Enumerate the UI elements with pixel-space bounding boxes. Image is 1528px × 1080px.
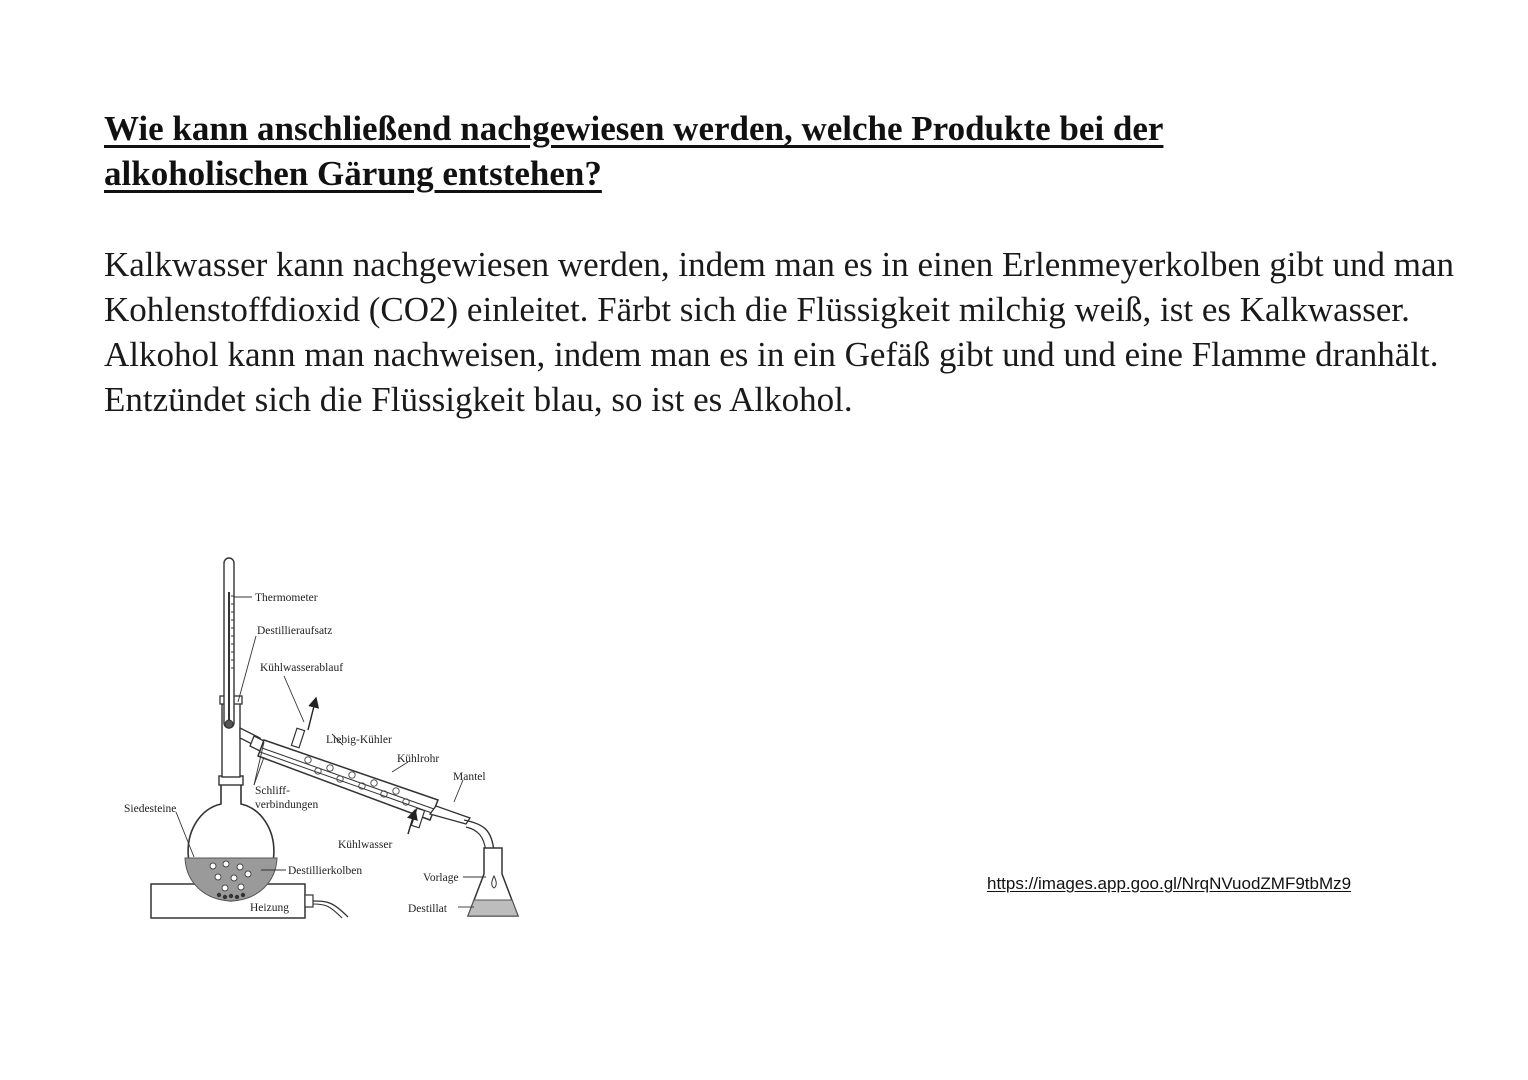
label-schliff-line2: verbindungen bbox=[255, 799, 319, 811]
label-kuehlwasserablauf: Kühlwasserablauf bbox=[260, 662, 344, 674]
label-liebig-kuehler: Liebig-Kühler bbox=[326, 734, 392, 746]
receiver-flask bbox=[468, 848, 518, 916]
thermometer bbox=[224, 558, 234, 728]
paragraph-alkohol: Alkohol kann man nachweisen, indem man es in ein Gefäß gibt und und eine Flamme dranhält. Entzündet sich die Flüssigkeit blau, so ist es Alkohol. bbox=[104, 335, 1439, 419]
label-destillieraufsatz: Destillieraufsatz bbox=[257, 625, 333, 637]
label-thermometer: Thermometer bbox=[255, 592, 318, 604]
label-mantel: Mantel bbox=[453, 771, 486, 783]
body-text bbox=[104, 242, 1464, 422]
heading-line-1: Wie kann anschließend nachgewiesen werden, welche Produkte bei der bbox=[104, 109, 1164, 148]
source-link[interactable]: https://images.app.goo.gl/NrqNVuodZMF9tbMz9 bbox=[987, 874, 1352, 893]
label-destillierkolben: Destillierkolben bbox=[288, 865, 363, 877]
distillation-diagram bbox=[118, 552, 538, 932]
label-schliff-line1: Schliff- bbox=[255, 785, 290, 797]
label-vorlage: Vorlage bbox=[423, 872, 459, 884]
distillation-apparatus-drawing bbox=[118, 552, 538, 932]
label-siedesteine: Siedesteine bbox=[124, 803, 177, 815]
paragraph-kalkwasser: Kalkwasser kann nachgewiesen werden, indem man es in einen Erlenmeyerkolben gibt und man Kohlenstoffdioxid (CO2) einleitet. Färbt sich die Flüssigkeit milchig weiß, ist es Kalkwasser. bbox=[104, 245, 1454, 329]
page-heading bbox=[104, 106, 1404, 196]
label-heizung: Heizung bbox=[250, 902, 289, 914]
heading-line-2: alkoholischen Gärung entstehen? bbox=[104, 154, 602, 193]
label-destillat: Destillat bbox=[408, 903, 447, 915]
label-kuehlwasser: Kühlwasser bbox=[338, 839, 393, 851]
label-kuehlrohr: Kühlrohr bbox=[397, 753, 440, 765]
